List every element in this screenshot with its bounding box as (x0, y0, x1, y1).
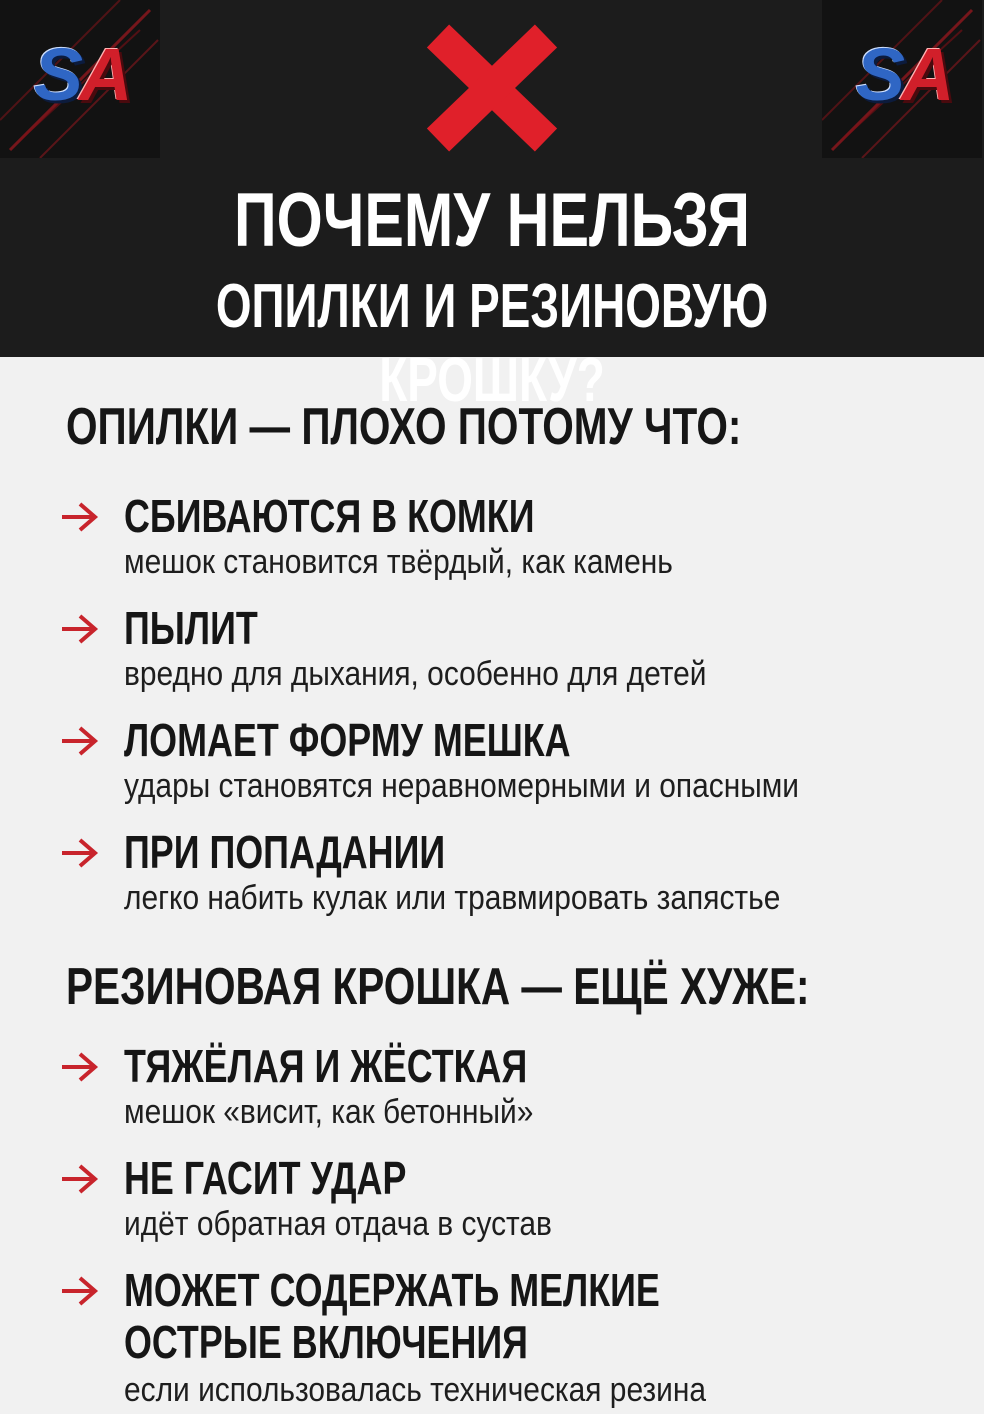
sa-logo-left (0, 0, 160, 158)
item-title: НЕ ГАСИТ УДАР (124, 1152, 407, 1204)
item-description: вредно для дыхания, особенно для детей (124, 655, 707, 693)
item-title-continued: ОСТРЫЕ ВКЛЮЧЕНИЯ (124, 1316, 528, 1368)
arrow-right-icon (60, 1162, 100, 1196)
item-title: МОЖЕТ СОДЕРЖАТЬ МЕЛКИЕ (124, 1264, 660, 1316)
item-title: ПРИ ПОПАДАНИИ (124, 826, 446, 878)
item-description: легко набить кулак или травмировать запястье (124, 879, 781, 917)
sa-logo-right (822, 0, 982, 158)
main-title-line-2: ОПИЛКИ И РЕЗИНОВУЮ КРОШКУ? (215, 272, 769, 415)
arrow-right-icon (60, 724, 100, 758)
red-cross-icon (424, 22, 560, 154)
main-title-line-1: ПОЧЕМУ НЕЛЬЗЯ (234, 178, 750, 263)
item-title: СБИВАЮТСЯ В КОМКИ (124, 490, 535, 542)
section-title-sawdust: ОПИЛКИ — ПЛОХО ПОТОМУ ЧТО: (66, 398, 742, 456)
item-title: ПЫЛИТ (124, 602, 258, 654)
item-title: ЛОМАЕТ ФОРМУ МЕШКА (124, 714, 571, 766)
item-description: мешок «висит, как бетонный» (124, 1093, 534, 1131)
arrow-right-icon (60, 1050, 100, 1084)
item-description: мешок становится твёрдый, как камень (124, 543, 673, 581)
item-description: идёт обратная отдача в сустав (124, 1205, 552, 1243)
arrow-right-icon (60, 500, 100, 534)
section-title-rubber-crumb: РЕЗИНОВАЯ КРОШКА — ЕЩЁ ХУЖЕ: (66, 958, 810, 1016)
item-description: удары становятся неравномерными и опасными (124, 767, 800, 805)
page-edge (984, 0, 1000, 1414)
logo-text: SA (33, 33, 129, 116)
logo-text: SA (855, 33, 951, 116)
item-description: если использовалась техническая резина (124, 1371, 707, 1409)
arrow-right-icon (60, 836, 100, 870)
arrow-right-icon (60, 612, 100, 646)
header-banner (0, 0, 984, 415)
item-title: ТЯЖЁЛАЯ И ЖЁСТКАЯ (124, 1040, 528, 1092)
arrow-right-icon (60, 1274, 100, 1308)
